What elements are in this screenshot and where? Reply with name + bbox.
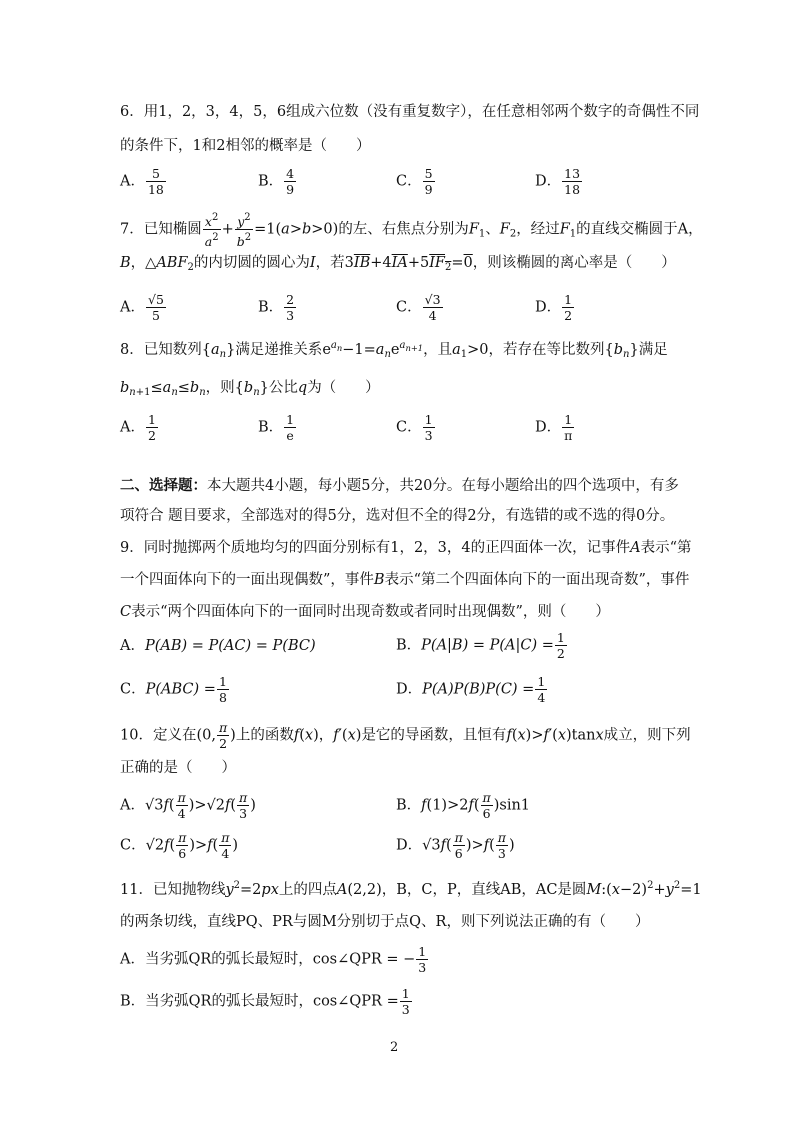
q7-option-d[interactable]: D． $\frac{1}{2}$ <box>535 292 573 323</box>
q8-option-a[interactable]: A． $\frac{1}{2}$ <box>120 412 156 443</box>
q10-line-2: 正确的是（ ） <box>120 760 236 776</box>
q9-line-3: C表示“两个四面体向下的一面同时出现奇数或者同时出现偶数”，则（ ） <box>120 604 610 620</box>
q10-option-a[interactable]: A．√3f( $\frac{\pi}{4}$ )>√2f( $\frac{\pi}{3}$ ) <box>120 790 256 821</box>
q6-line-2: 的条件下，1和2相邻的概率是（ ） <box>120 138 371 154</box>
q7-line-2: B，$\triangle ABF_2$的内切圆的圆心为I，若$3\overline{IB}+4\overline{IA}+5IF_2=0$，则该椭圆的离心率是（ ） <box>120 255 676 273</box>
q10-option-d[interactable]: D．√3f( $\frac{\pi}{6}$ )>f( $\frac{\pi}{3}$ ) <box>396 830 515 861</box>
q7-option-b[interactable]: B． $\frac{2}{3}$ <box>258 292 295 323</box>
section-2-line-1: 二、选择题：本大题共4小题，每小题5分，共20分。在每小题给出的四个选项中，有多 <box>120 477 679 494</box>
q8-option-b[interactable]: B． $\frac{1}{e}$ <box>258 412 295 443</box>
q9-line-2: 一个四面体向下的一面出现偶数”，事件B表示“第二个四面体向下的一面出现奇数”，事件 <box>120 572 690 588</box>
q11-line-2: 的两条切线，直线PQ、PR与圆M分别切于点Q、R，则下列说法正确的有（ ） <box>120 914 650 930</box>
q6-option-c[interactable]: C． $\frac{5}{9}$ <box>396 166 433 197</box>
q8-option-d[interactable]: D． $\frac{1}{\pi}$ <box>535 412 573 443</box>
q11-option-a[interactable]: A．当劣弧QR的弧长最短时，cos∠QPR = − $\frac{1}{3}$ <box>120 944 427 975</box>
q6-option-b[interactable]: B． $\frac{4}{9}$ <box>258 166 295 197</box>
q6-option-d[interactable]: D． $\frac{13}{18}$ <box>535 166 581 197</box>
q8-line-1: 8．已知数列$\{a_n\}$满足递推关系$e^{a_n}-1=a_ne^{a_{n+1}}$，且$a_1>0$，若存在等比数列$\{b_n\}$满足 <box>120 340 668 360</box>
q10-option-b[interactable]: B．f(1)>2f( $\frac{\pi}{6}$ )sin1 <box>396 790 531 821</box>
section-2-heading: 二、选择题： <box>120 477 207 494</box>
page-number: 2 <box>390 1040 399 1055</box>
q7-option-c[interactable]: C． $\frac{√3}{4}$ <box>396 292 441 323</box>
q10-option-c[interactable]: C．√2f( $\frac{\pi}{6}$ )>f( $\frac{\pi}{4}$ ) <box>120 830 239 861</box>
q11-line-1: 11．已知抛物线$y^2=2px$上的四点A(2,2)，B，C，P，直线AB，AC是圆$M:(x-2)^2+y^2=1$ <box>120 880 702 898</box>
q9-line-1: 9．同时抛掷两个质地均匀的四面分别标有1，2，3，4的正四面体一次，记事件A表示“第 <box>120 540 692 556</box>
section-2-line-2: 项符合 题目要求，全部选对的得5分，选对但不全的得2分，有选错的或不选的得0分。 <box>120 508 675 524</box>
q7-line-1: 7．已知椭圆 $\frac{x^2}{a^2}$ + $\frac{y^2}{b^2}$ =1(a>b>0)的左、右焦点分别为$F_1$、$F_2$，经过$F_1$的直线交椭圆于A， <box>120 212 703 249</box>
q9-option-b[interactable]: B．P(A|B) = P(A|C) = $\frac{1}{2}$ <box>396 630 565 661</box>
q6-line-1: 6．用1，2，3，4，5，6组成六位数（没有重复数字），在任意相邻两个数字的奇偶性不同 <box>120 104 700 120</box>
q6-option-a[interactable]: A． $\frac{5}{18}$ <box>120 166 164 197</box>
q9-option-d[interactable]: D．P(A)P(B)P(C) = $\frac{1}{4}$ <box>396 674 546 705</box>
q9-option-a[interactable]: A．P(AB) = P(AC) = P(BC) <box>120 638 316 654</box>
q10-line-1: 10．定义在(0, $\frac{\pi}{2}$ )上的函数f(x)，f′(x)是它的导函数，且恒有f(x)>f′(x)tanx成立，则下列 <box>120 720 691 751</box>
q8-option-c[interactable]: C． $\frac{1}{3}$ <box>396 412 433 443</box>
q8-line-2: $b_{n+1}\le a_n\le b_n$，则$\{b_n\}$公比q为（ ） <box>120 380 380 398</box>
q9-option-c[interactable]: C．P(ABC) = $\frac{1}{8}$ <box>120 674 227 705</box>
q11-option-b[interactable]: B．当劣弧QR的弧长最短时，cos∠QPR = $\frac{1}{3}$ <box>120 986 410 1017</box>
q7-option-a[interactable]: A． $\frac{√5}{5}$ <box>120 292 164 323</box>
